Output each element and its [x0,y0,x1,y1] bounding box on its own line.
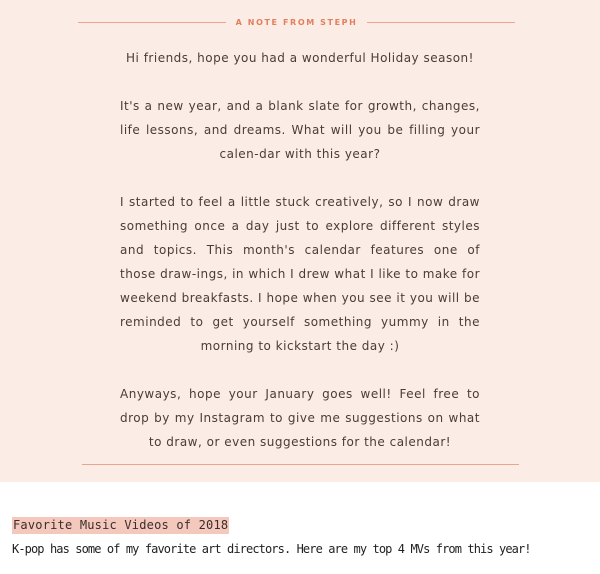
note-header-title: A NOTE FROM STEPH [235,18,358,27]
note-footer-divider [82,464,519,465]
note-body [120,46,480,478]
note-paragraph-greeting: Hi friends, hope you had a wonderful Holiday season! [126,51,474,65]
note-paragraph-new-year: It's a new year, and a blank slate for growth, changes, life lessons, and dreams. What will you be filling your calen-dar with this year? [120,99,480,161]
note-paragraph-closing: Anyways, hope your January goes well! Feel free to drop by my Instagram to give me suggestions on what to draw, or even suggestions for the calendar! [120,387,480,449]
header-divider-right [367,22,515,23]
section-intro-text: K-pop has some of my favorite art directors. Here are my top 4 MVs from this year! [12,542,531,556]
music-videos-section [12,514,600,558]
note-paragraph-drawing: I started to feel a little stuck creatively, so I now draw something once a day just to explore different styles and topics. This month's calendar features one of those draw-ings, in which I drew what I like to make for weekend breakfasts. I hope when you see it you will be reminded to get yourself something yummy in the morning to kickstart the day :) [120,195,480,353]
section-title: Favorite Music Videos of 2018 [13,518,229,532]
note-header [78,18,515,27]
header-divider-left [78,22,226,23]
